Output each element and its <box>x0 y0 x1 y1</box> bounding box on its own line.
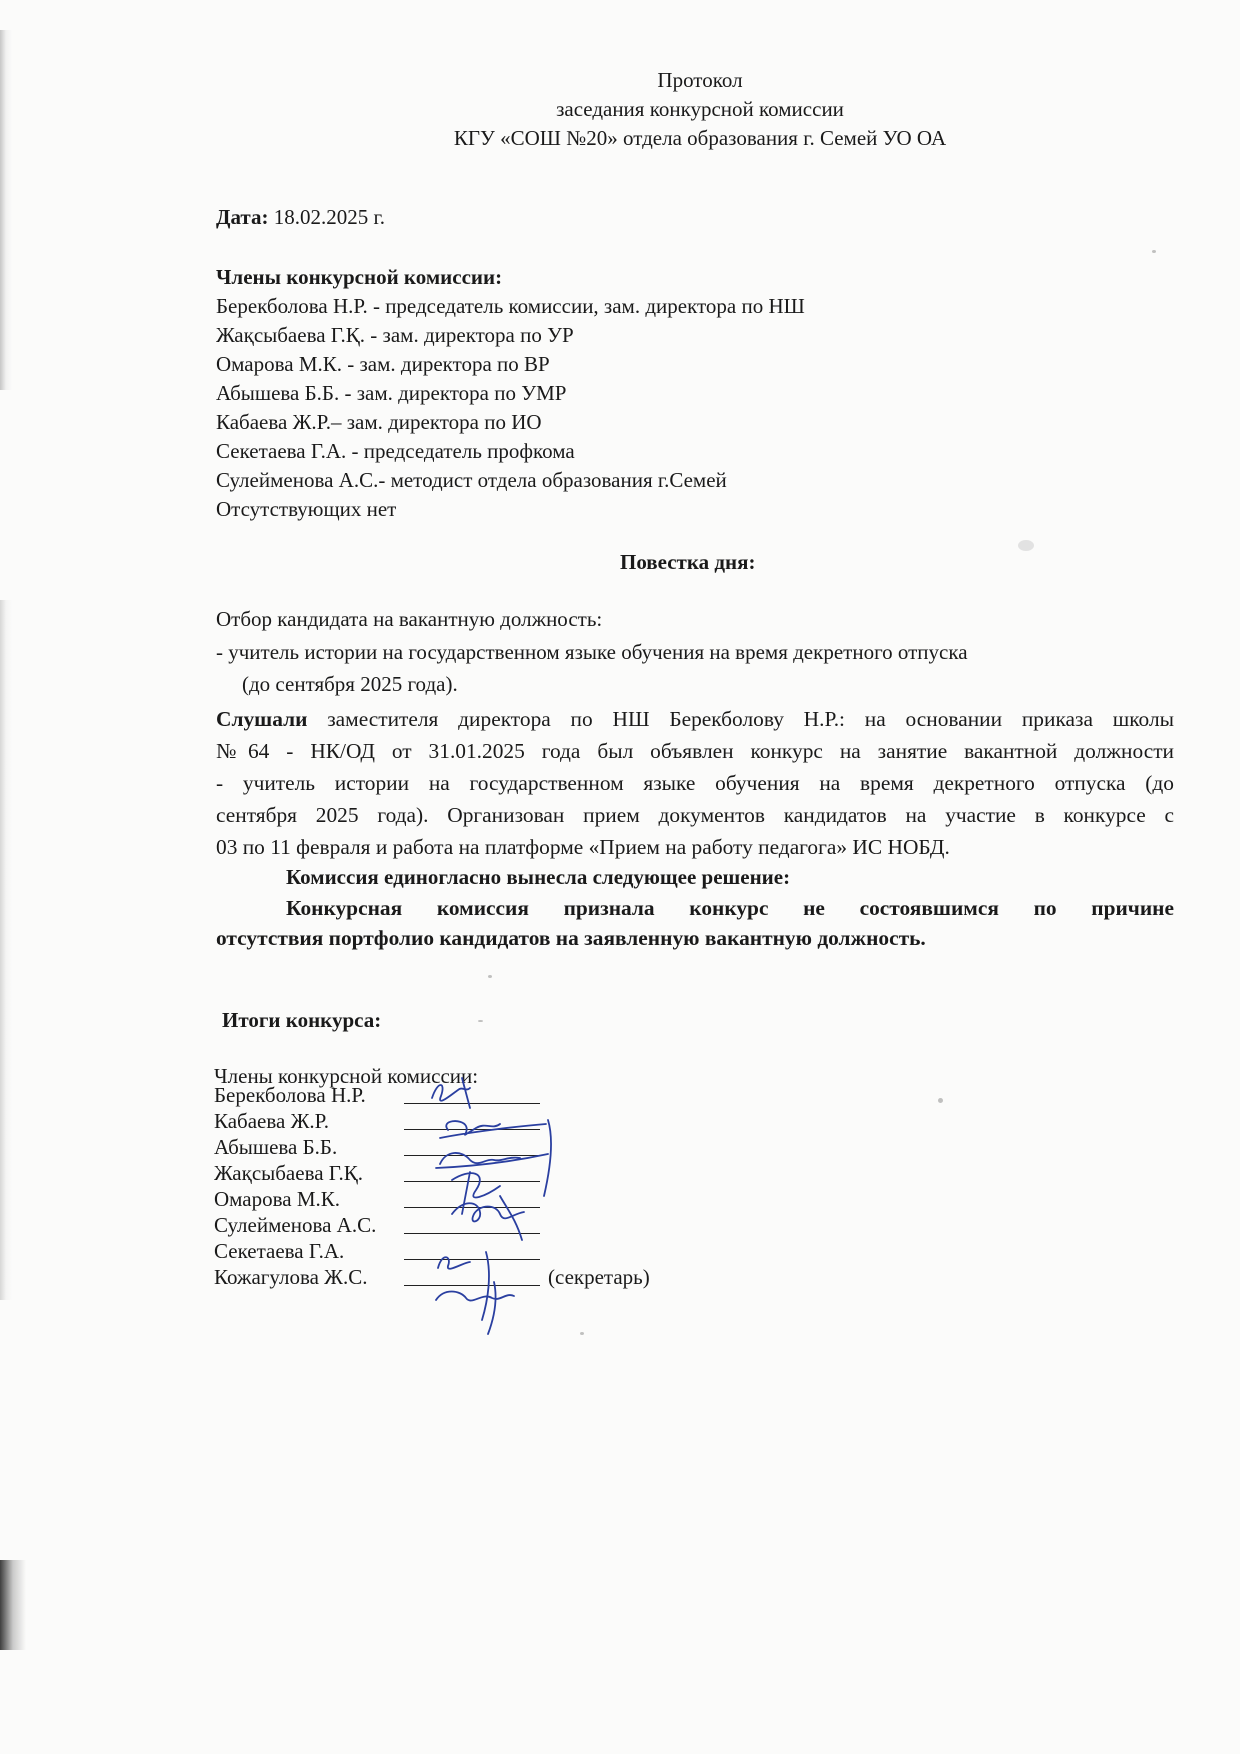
organization-name: КГУ «СОШ №20» отдела образования г. Семей УО ОА <box>453 126 947 150</box>
members-list <box>216 292 805 524</box>
date-label: Дата: <box>216 205 269 229</box>
signatory-name: Кабаева Ж.Р. <box>214 1109 329 1133</box>
heard-row: 03 по 11 февраля и работа на платформе «Прием на работу педагога» ИС НОБД. <box>216 835 950 859</box>
heard-paragraph <box>216 703 1174 863</box>
agenda-intro: Отбор кандидата на вакантную должность: <box>216 607 603 631</box>
results-title: Итоги конкурса: <box>222 1008 382 1032</box>
signature-mark <box>436 1282 514 1334</box>
signature-line <box>404 1129 540 1130</box>
scan-speck <box>1018 540 1034 551</box>
signatory-name: Омарова М.К. <box>214 1187 341 1211</box>
scan-speck <box>1152 250 1156 253</box>
member-item: Берекболова Н.Р. - председатель комиссии, зам. директора по НШ <box>216 294 805 318</box>
signatory-name: Жақсыбаева Г.Қ. <box>214 1161 364 1185</box>
decision-row: Конкурсная комиссия признала конкурс не состоявшимся по причине <box>286 896 1174 920</box>
scan-edge-artifact <box>0 1560 26 1650</box>
signature-line <box>404 1103 540 1104</box>
scan-speck <box>478 1020 483 1022</box>
members-title: Члены конкурсной комиссии: <box>216 265 503 289</box>
signatory-name: Абышева Б.Б. <box>214 1135 338 1159</box>
agenda-title: Повестка дня: <box>620 550 756 574</box>
member-item: Омарова М.К. - зам. директора по ВР <box>216 352 550 376</box>
signature-line <box>404 1285 540 1286</box>
signatory-name: Секетаева Г.А. <box>214 1239 345 1263</box>
heard-row: №64 - НК/ОД от 31.01.2025 года был объявлен конкурс на занятие вакантной должности <box>216 739 1174 763</box>
signature-line <box>404 1155 540 1156</box>
document-header <box>380 66 1020 153</box>
heard-label: Слушали <box>216 707 308 731</box>
member-item: Сулейменова А.С.- методист отдела образования г.Семей <box>216 468 727 492</box>
signature-mark <box>438 1252 489 1320</box>
decision-paragraph <box>216 893 1174 953</box>
agenda-item: - учитель истории на государственном языке обучения на время декретного отпуска <box>216 640 968 664</box>
scan-edge-artifact <box>0 600 12 1300</box>
signatory-role: (секретарь) <box>548 1265 650 1289</box>
member-item: Секетаева Г.А. - председатель профкома <box>216 439 575 463</box>
heard-row: Слушали заместителя директора по НШ Берекболову Н.Р.: на основании приказа школы <box>216 707 1174 731</box>
signature-line <box>404 1207 540 1208</box>
member-item: Кабаева Ж.Р.– зам. директора по ИО <box>216 410 542 434</box>
heard-row: сентября 2025 года). Организован прием документов кандидатов на участие в конкурсе с <box>216 803 1174 827</box>
scan-speck <box>488 975 492 978</box>
scan-speck <box>938 1098 943 1103</box>
date-value: 18.02.2025 г. <box>268 205 385 229</box>
signature-line <box>404 1181 540 1182</box>
heard-row: - учитель истории на государственном языке обучения на время декретного отпуска (до <box>216 771 1174 795</box>
document-title: Протокол <box>657 68 743 92</box>
signatory-name: Кожагулова Ж.С. <box>214 1265 368 1289</box>
signatory-name: Сулейменова А.С. <box>214 1213 377 1237</box>
results-members-title: Члены конкурсной комиссии: <box>214 1064 479 1088</box>
signature-line <box>404 1233 540 1234</box>
agenda-item-continuation: (до сентября 2025 года). <box>242 672 458 696</box>
signature-line <box>404 1259 540 1260</box>
scan-speck <box>580 1332 584 1335</box>
document-subtitle: заседания конкурсной комиссии <box>556 97 844 121</box>
scan-edge-artifact <box>0 30 12 390</box>
meeting-date <box>216 203 385 232</box>
decision-row: отсутствия портфолио кандидатов на заявленную вакантную должность. <box>216 926 926 950</box>
decision-intro: Комиссия единогласно вынесла следующее решение: <box>286 865 791 889</box>
member-item: Абышева Б.Б. - зам. директора по УМР <box>216 381 567 405</box>
absent-note: Отсутствующих нет <box>216 497 397 521</box>
member-item: Жақсыбаева Г.Қ. - зам. директора по УР <box>216 323 574 347</box>
signature-mark <box>544 1120 551 1196</box>
signatory-name: Берекболова Н.Р. <box>214 1083 366 1107</box>
